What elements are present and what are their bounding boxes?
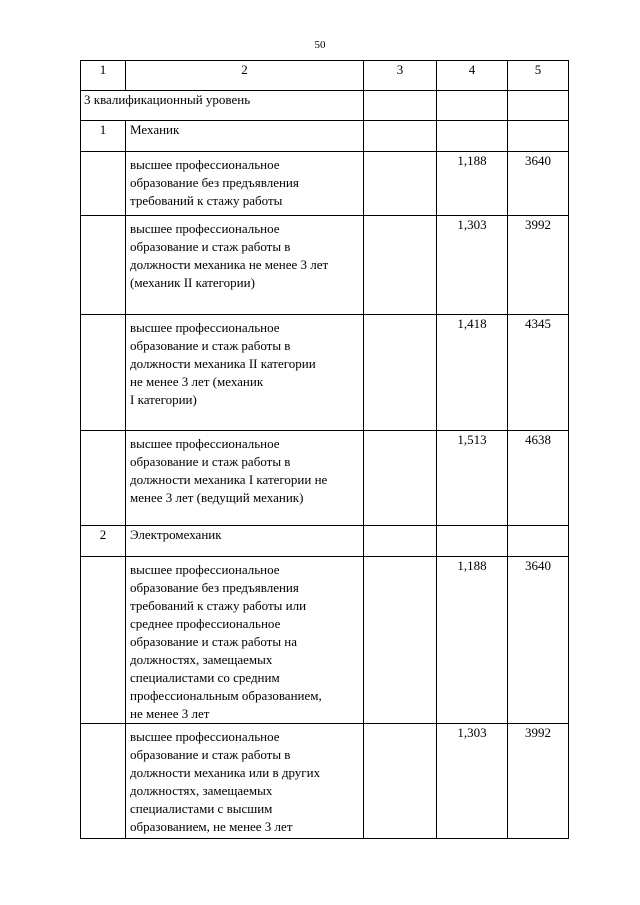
empty-cell bbox=[437, 91, 508, 121]
column-header-1: 1 bbox=[81, 61, 126, 91]
requirement-text: высшее профессиональное образование и стаж работы в должности механика или в других должностях, замещаемых специалистами с высшим образованием, не менее 3 лет bbox=[130, 729, 321, 834]
position-number: 2 bbox=[81, 526, 126, 557]
requirement-cell bbox=[126, 216, 364, 315]
table-row bbox=[81, 152, 569, 216]
salary-cell: 3640 bbox=[508, 557, 569, 724]
qualification-level-title: 3 квалификационный уровень bbox=[81, 91, 364, 121]
empty-cell bbox=[81, 557, 126, 724]
empty-cell bbox=[437, 121, 508, 152]
position-name: Электромеханик bbox=[126, 526, 364, 557]
empty-cell bbox=[364, 91, 437, 121]
column-header-3: 3 bbox=[364, 61, 437, 91]
requirement-cell bbox=[126, 431, 364, 526]
empty-cell bbox=[364, 216, 437, 315]
empty-cell bbox=[81, 724, 126, 839]
coefficient-cell: 1,303 bbox=[437, 724, 508, 839]
empty-cell bbox=[81, 216, 126, 315]
coefficient-cell: 1,188 bbox=[437, 557, 508, 724]
table-row bbox=[81, 724, 569, 839]
empty-cell bbox=[508, 91, 569, 121]
salary-cell: 3992 bbox=[508, 724, 569, 839]
column-header-5: 5 bbox=[508, 61, 569, 91]
page-number: 50 bbox=[314, 39, 326, 51]
empty-cell bbox=[508, 121, 569, 152]
table-row bbox=[81, 557, 569, 724]
empty-cell bbox=[508, 526, 569, 557]
requirement-text: высшее профессиональное образование и стаж работы в должности механика не менее 3 лет (механик II категории) bbox=[130, 221, 329, 290]
requirement-cell bbox=[126, 557, 364, 724]
table-header-row bbox=[81, 61, 569, 91]
position-number: 1 bbox=[81, 121, 126, 152]
salary-cell: 4638 bbox=[508, 431, 569, 526]
requirement-text: высшее профессиональное образование и стаж работы в должности механика II категории не менее 3 лет (механик I категории) bbox=[130, 320, 316, 407]
empty-cell bbox=[437, 526, 508, 557]
empty-cell bbox=[364, 724, 437, 839]
position-row-mechanic bbox=[81, 121, 569, 152]
empty-cell bbox=[364, 152, 437, 216]
salary-cell: 4345 bbox=[508, 315, 569, 431]
requirement-cell bbox=[126, 315, 364, 431]
coefficient-cell: 1,418 bbox=[437, 315, 508, 431]
requirement-cell bbox=[126, 152, 364, 216]
requirement-cell bbox=[126, 724, 364, 839]
empty-cell bbox=[364, 121, 437, 152]
coefficient-cell: 1,188 bbox=[437, 152, 508, 216]
requirement-text: высшее профессиональное образование и стаж работы в должности механика I категории не менее 3 лет (ведущий механик) bbox=[130, 436, 328, 505]
requirement-text: высшее профессиональное образование без предъявления требований к стажу работы или среднее профессиональное образование и стаж работы на должностях, замещаемых специалистами со средним профессиональным образованием, не менее 3 лет bbox=[130, 562, 322, 721]
coefficient-cell: 1,303 bbox=[437, 216, 508, 315]
empty-cell bbox=[81, 431, 126, 526]
salary-cell: 3992 bbox=[508, 216, 569, 315]
empty-cell bbox=[364, 431, 437, 526]
table-row bbox=[81, 315, 569, 431]
empty-cell bbox=[81, 152, 126, 216]
empty-cell bbox=[364, 557, 437, 724]
requirement-text: высшее профессиональное образование без предъявления требований к стажу работы bbox=[130, 157, 299, 208]
position-name: Механик bbox=[126, 121, 364, 152]
table-row bbox=[81, 431, 569, 526]
empty-cell bbox=[81, 315, 126, 431]
empty-cell bbox=[364, 315, 437, 431]
column-header-4: 4 bbox=[437, 61, 508, 91]
table-row bbox=[81, 216, 569, 315]
coefficient-cell: 1,513 bbox=[437, 431, 508, 526]
column-header-2: 2 bbox=[126, 61, 364, 91]
empty-cell bbox=[364, 526, 437, 557]
position-row-electromechanic bbox=[81, 526, 569, 557]
qualification-table bbox=[80, 60, 569, 839]
salary-cell: 3640 bbox=[508, 152, 569, 216]
qualification-level-row bbox=[81, 91, 569, 121]
